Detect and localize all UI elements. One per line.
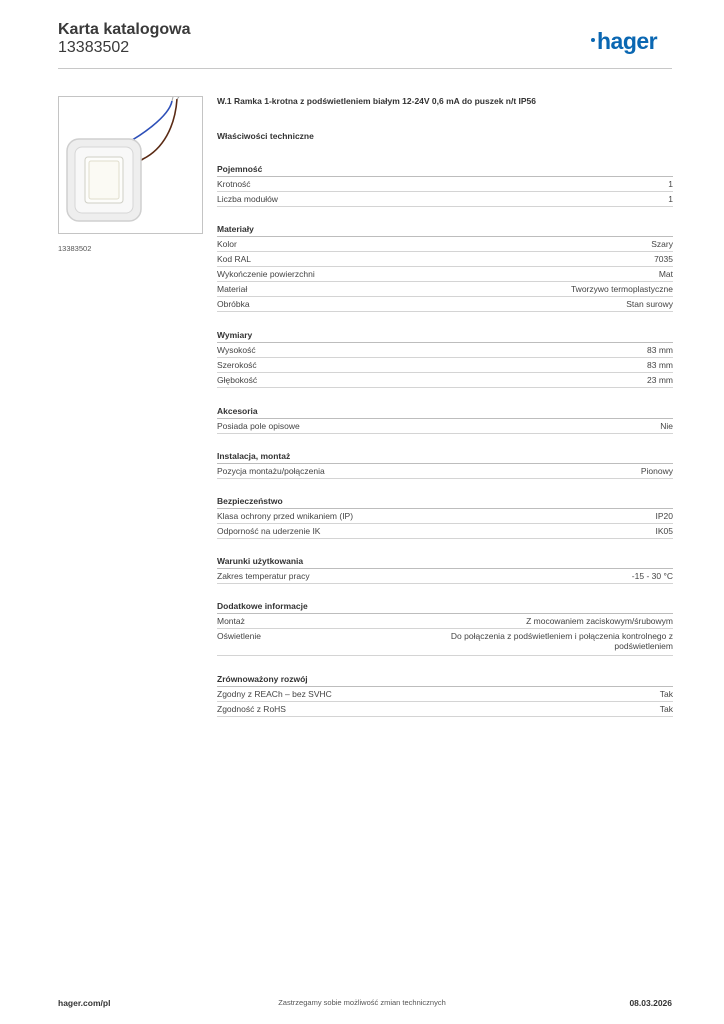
- spec-label: Zgodny z REACh – bez SVHC: [217, 689, 332, 700]
- spec-row: [217, 358, 673, 373]
- spec-row: [217, 192, 673, 207]
- product-number: 13383502: [58, 39, 130, 56]
- spec-group: [217, 450, 673, 479]
- product-image: [59, 97, 202, 233]
- spec-group-title: Bezpieczeństwo: [217, 495, 673, 509]
- footer-date: 08.03.2026: [629, 998, 672, 1008]
- spec-label: Posiada pole opisowe: [217, 421, 300, 432]
- spec-label: Głębokość: [217, 375, 258, 386]
- spec-label: Materiał: [217, 284, 248, 295]
- spec-label: Montaż: [217, 616, 245, 627]
- spec-row: [217, 509, 673, 524]
- spec-value: Tak: [659, 704, 673, 715]
- spec-row: [217, 569, 673, 584]
- spec-label: Odporność na uderzenie IK: [217, 526, 321, 537]
- spec-label: Pozycja montażu/połączenia: [217, 466, 325, 477]
- spec-value: IP20: [655, 511, 673, 522]
- product-title: W.1 Ramka 1-krotna z podświetleniem białym 12-24V 0,6 mA do puszek n/t IP56: [217, 96, 537, 106]
- spec-group: [217, 223, 673, 312]
- spec-value: Do połączenia z podświetleniem i połączenia kontrolnego z podświetleniem: [450, 631, 673, 652]
- spec-group-title: Dodatkowe informacje: [217, 600, 673, 614]
- spec-group: [217, 555, 673, 584]
- spec-group: [217, 600, 673, 656]
- spec-row: [217, 464, 673, 479]
- spec-row: [217, 252, 673, 267]
- spec-label: Krotność: [217, 179, 251, 190]
- spec-value: 23 mm: [647, 375, 673, 386]
- spec-content: [217, 96, 673, 717]
- spec-row: [217, 629, 673, 656]
- spec-label: Kolor: [217, 239, 237, 250]
- spec-row: [217, 237, 673, 252]
- spec-group-title: Zrównoważony rozwój: [217, 673, 673, 687]
- spec-value: Tak: [659, 689, 673, 700]
- spec-row: [217, 614, 673, 629]
- spec-row: [217, 419, 673, 434]
- spec-group-title: Instalacja, montaż: [217, 450, 673, 464]
- spec-value: Pionowy: [640, 466, 673, 477]
- spec-group-title: Materiały: [217, 223, 673, 237]
- spec-label: Liczba modułów: [217, 194, 278, 205]
- spec-value: Tworzywo termoplastyczne: [570, 284, 673, 295]
- spec-value: Stan surowy: [626, 299, 673, 310]
- spec-label: Szerokość: [217, 360, 257, 371]
- image-caption: 13383502: [58, 244, 92, 253]
- spec-row: [217, 343, 673, 358]
- spec-row: [217, 702, 673, 717]
- spec-row: [217, 282, 673, 297]
- spec-group-title: Akcesoria: [217, 405, 673, 419]
- spec-label: Kod RAL: [217, 254, 252, 265]
- spec-value: IK05: [655, 526, 673, 537]
- spec-group-title: Wymiary: [217, 329, 673, 343]
- spec-row: [217, 267, 673, 282]
- spec-row: [217, 177, 673, 192]
- spec-label: Oświetlenie: [217, 631, 261, 642]
- document-title: Karta katalogowa: [58, 21, 191, 38]
- spec-group-title: Warunki użytkowania: [217, 555, 673, 569]
- spec-groups: [217, 163, 673, 717]
- spec-value: Z mocowaniem zaciskowym/śrubowym: [526, 616, 673, 627]
- spec-value: Mat: [658, 269, 673, 280]
- footer-website-link[interactable]: hager.com/pl: [58, 998, 111, 1008]
- spec-group: [217, 163, 673, 207]
- spec-group-title: Pojemność: [217, 163, 673, 177]
- product-image-frame: [58, 96, 203, 234]
- spec-row: [217, 524, 673, 539]
- spec-value: -15 - 30 °C: [631, 571, 673, 582]
- spec-group: [217, 329, 673, 388]
- spec-value: Nie: [660, 421, 673, 432]
- spec-value: 83 mm: [647, 360, 673, 371]
- technical-properties-heading: Właściwości techniczne: [217, 131, 314, 141]
- spec-group: [217, 673, 673, 717]
- hager-logo[interactable]: [591, 30, 657, 53]
- spec-label: Obróbka: [217, 299, 250, 310]
- spec-group: [217, 405, 673, 434]
- header-divider: [58, 68, 672, 69]
- spec-value: 7035: [654, 254, 673, 265]
- spec-label: Zakres temperatur pracy: [217, 571, 310, 582]
- spec-label: Zgodność z RoHS: [217, 704, 286, 715]
- spec-value: 1: [668, 194, 673, 205]
- logo-dot-icon: [591, 38, 595, 42]
- spec-group: [217, 495, 673, 539]
- spec-label: Klasa ochrony przed wnikaniem (IP): [217, 511, 354, 522]
- spec-label: Wykończenie powierzchni: [217, 269, 315, 280]
- footer-disclaimer: Zastrzegamy sobie możliwość zmian technicznych: [278, 998, 446, 1007]
- spec-value: 83 mm: [647, 345, 673, 356]
- spec-label: Wysokość: [217, 345, 256, 356]
- logo-text: hager: [597, 28, 658, 54]
- spec-row: [217, 373, 673, 388]
- spec-row: [217, 687, 673, 702]
- spec-value: 1: [668, 179, 673, 190]
- spec-value: Szary: [651, 239, 673, 250]
- spec-row: [217, 297, 673, 312]
